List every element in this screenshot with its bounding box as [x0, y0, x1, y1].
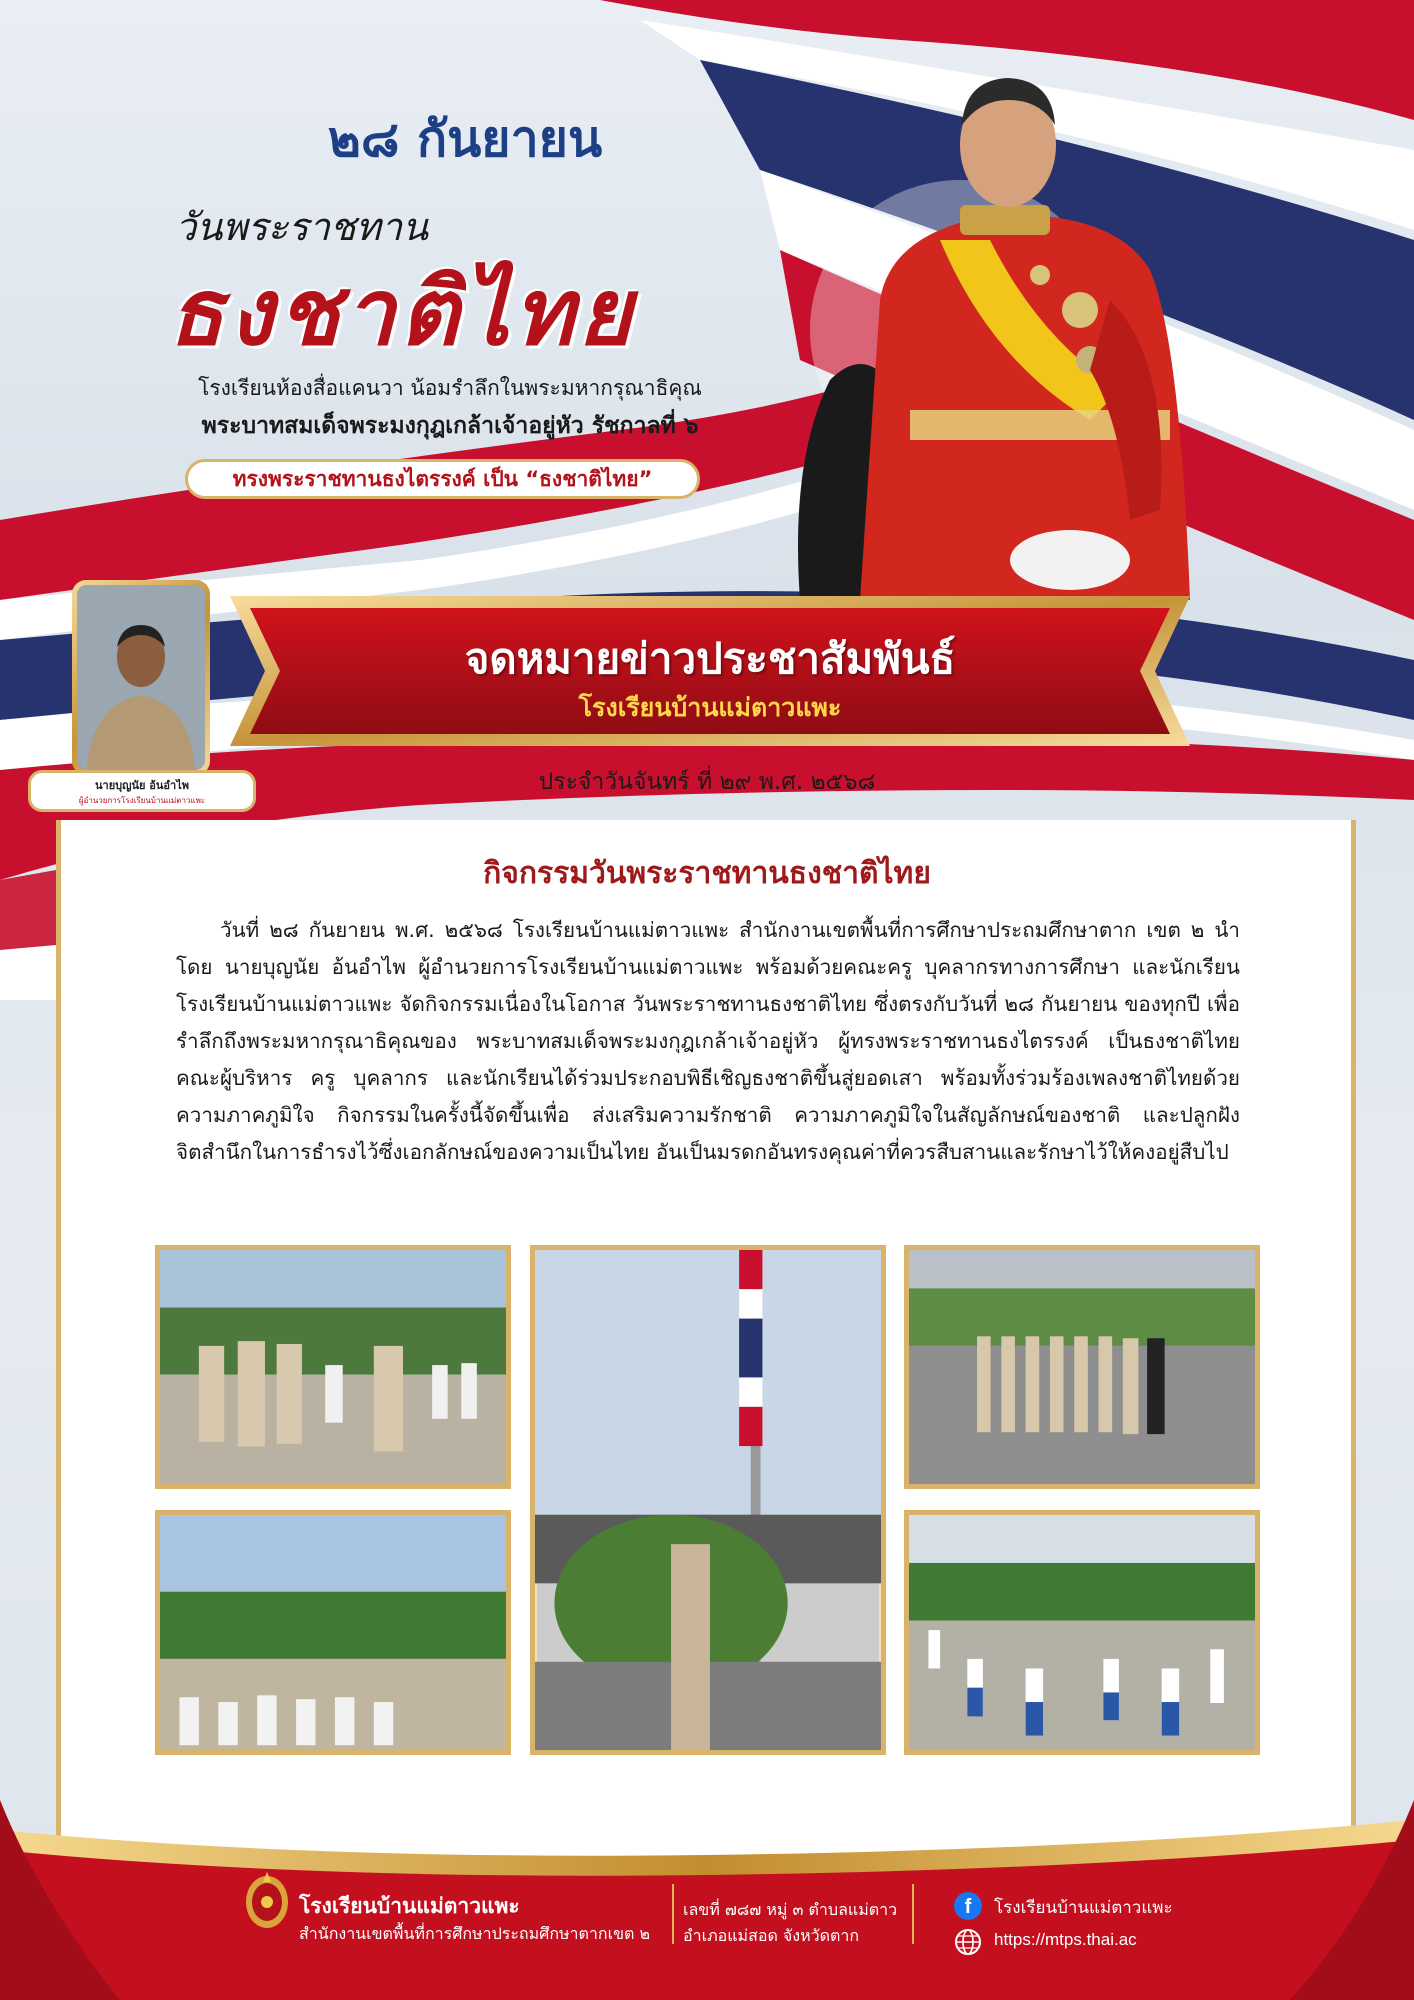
newsletter-title: จดหมายข่าวประชาสัมพันธ์: [464, 634, 956, 683]
newsletter-banner: [230, 596, 1190, 746]
footer-divider: [672, 1884, 674, 1944]
school-logo: [244, 1868, 290, 1930]
headline-title: ธงชาติไทย: [168, 258, 636, 366]
gallery-photo-3: [904, 1245, 1260, 1489]
headline-block: [150, 100, 750, 179]
gallery-photo-1: [155, 1245, 511, 1489]
director-role: ผู้อำนวยการโรงเรียนบ้านแม่ตาวแพะ: [78, 796, 206, 805]
footer-address-line-2: อำเภอแม่สอด จังหวัดตาก: [683, 1926, 860, 1945]
headline-line-1: โรงเรียนห้องสื่อแคนวา น้อมรำลึกในพระมหากรุณาธิคุณ: [198, 376, 702, 400]
commemoration-date: ๒๘ กันยายน: [327, 110, 603, 168]
headline-line-2: พระบาทสมเด็จพระมงกุฎเกล้าเจ้าอยู่หัว รัชกาลที่ ๖: [201, 413, 699, 439]
footer-website-link[interactable]: https://mtps.thai.ac: [994, 1930, 1137, 1949]
director-photo: [77, 585, 205, 770]
gallery-photo-2: [530, 1245, 886, 1755]
footer-office: สำนักงานเขตพื้นที่การศึกษาประถมศึกษาตากเขต ๒: [299, 1924, 651, 1943]
issue-date: ประจำวันจันทร์ ที่ ๒๙ พ.ศ. ๒๕๖๘: [538, 769, 876, 795]
article-body: วันที่ ๒๘ กันยายน พ.ศ. ๒๕๖๘ โรงเรียนบ้านแม่ตาวแพะ สำนักงานเขตพื้นที่การศึกษาประถมศึกษาตาก เขต ๒ นำโดย นายบุญนัย อ้นอำไพ ผู้อำนวยการโรงเรียนบ้านแม่ตาวแพะ พร้อมด้วยคณะครู บุคลากรทางการศึกษา และนักเรียนโรงเรียนบ้านแม่ตาวแพะ จัดกิจกรรมเนื่องในโอกาส วันพระราชทานธงชาติไทย ซึ่งตรงกับวันที่ ๒๘ กันยายน ของทุกปี เพื่อรำลึกถึงพระมหากรุณาธิคุณของ พระบาทสมเด็จพระมงกุฎเกล้าเจ้าอยู่หัว ผู้ทรงพระราชทานธงไตรรงค์ เป็นธงชาติไทย คณะผู้บริหาร ครู บุคลากร และนักเรียนได้ร่วมประกอบพิธีเชิญธงชาติขึ้นสู่ยอดเสา พร้อมทั้งร่วมร้องเพลงชาติไทยด้วยความภาคภูมิใจ กิจกรรมในครั้งนี้จัดขึ้นเพื่อ ส่งเสริมความรักชาติ ความภาคภูมิใจในสัญลักษณ์ของชาติ และปลูกฝังจิตสำนึกในการธำรงไว้ซึ่งเอกลักษณ์ของความเป็นไทย อันเป็นมรดกอันทรงคุณค่าที่ควรสืบสานและรักษาไว้ให้คงอยู่สืบไป: [176, 918, 1240, 1164]
newsletter-school: โรงเรียนบ้านแม่ตาวแพะ: [578, 693, 842, 722]
footer-school-name: โรงเรียนบ้านแม่ตาวแพะ: [299, 1894, 520, 1918]
facebook-icon[interactable]: f: [954, 1892, 982, 1920]
globe-icon[interactable]: [954, 1928, 982, 1956]
footer-facebook-link[interactable]: โรงเรียนบ้านแม่ตาวแพะ: [994, 1898, 1173, 1918]
director-photo-frame: [72, 580, 210, 775]
headline-subtitle: วันพระราชทาน: [175, 205, 429, 249]
footer-divider: [912, 1884, 914, 1944]
director-name: นายบุญนัย อ้นอำไพ: [95, 779, 189, 792]
footer-address-line-1: เลขที่ ๗๘๗ หมู่ ๓ ตำบลแม่ตาว: [683, 1900, 898, 1919]
gallery-photo-4: [155, 1510, 511, 1755]
headline-pill: ทรงพระราชทานธงไตรรงค์ เป็น “ธงชาติไทย”: [185, 459, 700, 499]
king-rama-vi-portrait: [790, 40, 1270, 600]
article-title: กิจกรรมวันพระราชทานธงชาติไทย: [483, 856, 931, 891]
gallery-photo-5: [904, 1510, 1260, 1755]
